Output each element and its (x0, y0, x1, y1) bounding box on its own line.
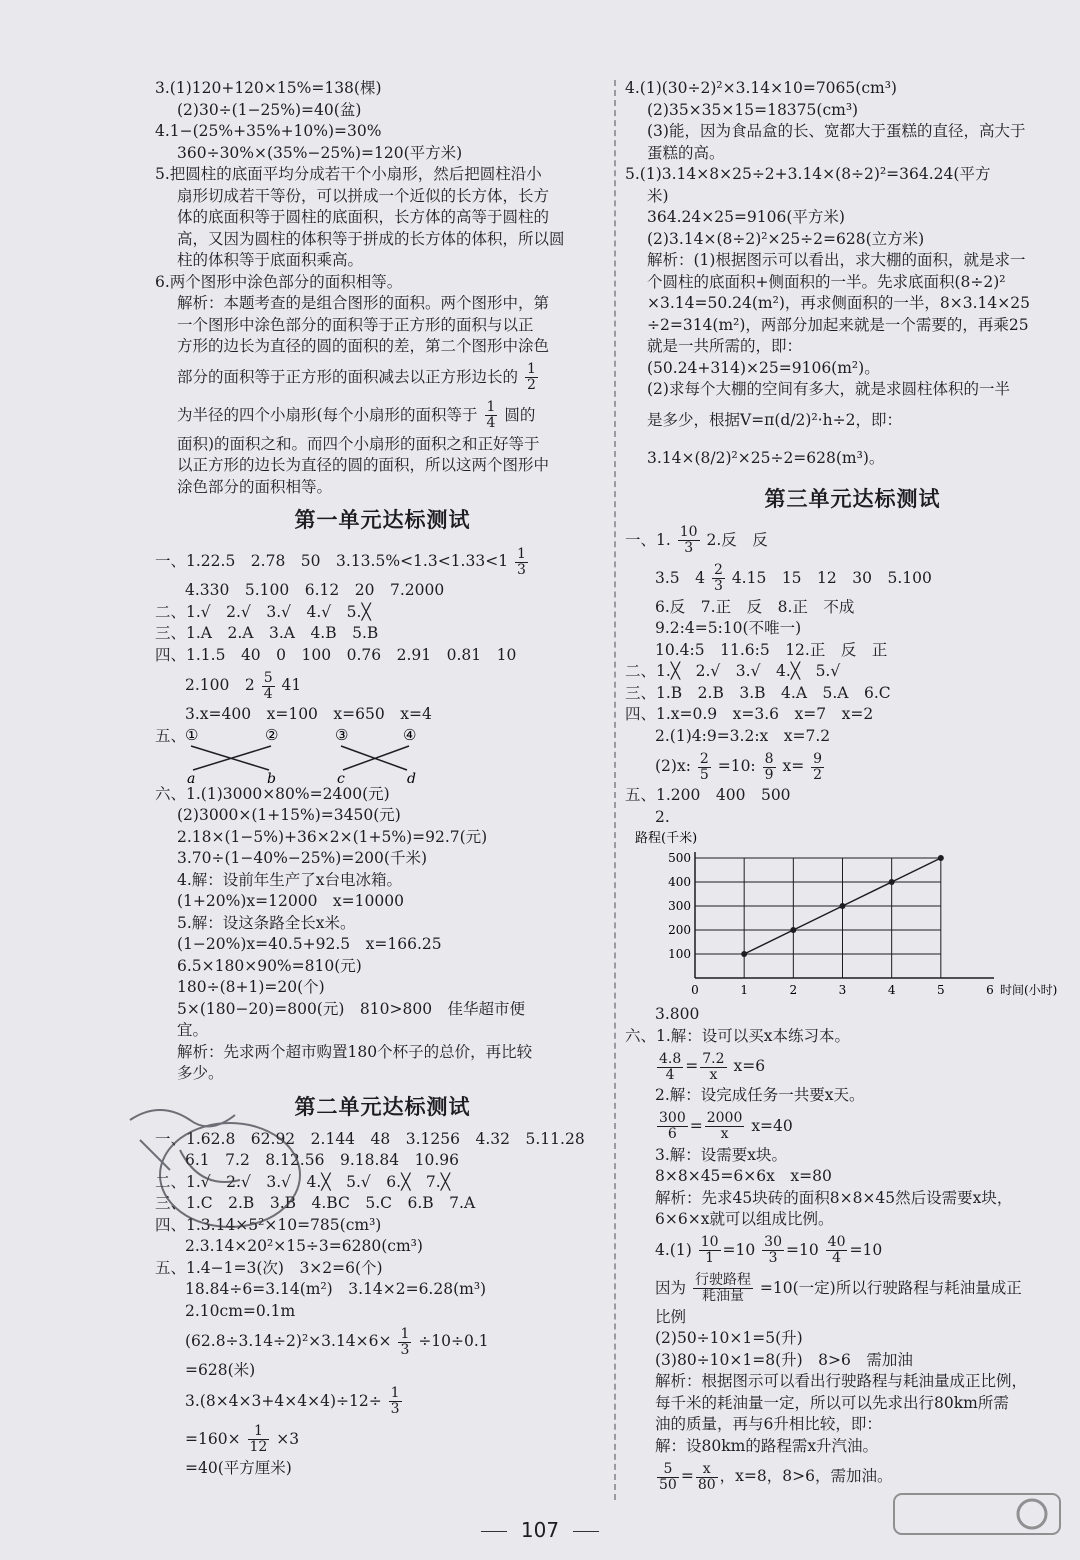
fraction: $\frac{\text{行驶路程}}{\text{耗油量}}$ (694, 1272, 751, 1304)
fraction: $\frac{40}{4}$ (827, 1234, 846, 1266)
fraction: $\frac{1}{4}$ (486, 399, 496, 431)
x-tick-label: 1 (740, 983, 748, 997)
analysis-line: 是多少，根据V=π(d/2)²·h÷2，即： (647, 410, 902, 429)
answer-line: 高，又因为圆柱的体积等于拼成的长方体的体积，所以圆 (177, 229, 565, 248)
analysis-line: 解析：(1)根据图示可以看出，求大棚的面积，就是求一 (647, 251, 1026, 269)
analysis-line: (50.24+314)×25=9106(m²)。 (647, 358, 880, 377)
analysis-line: 面积)的面积之和。而四个小扇形的面积之和正好等于 (177, 434, 540, 453)
analysis-line: 多少。 (177, 1064, 224, 1082)
fraction: $\frac{9}{2}$ (813, 750, 823, 783)
fraction: $\frac{10}{1}$ (700, 1234, 719, 1266)
fraction: $\frac{1}{2}$ (526, 361, 536, 393)
y-tick-label: 300 (668, 899, 691, 913)
answer-line: 5.(1)3.14×8×25÷2+3.14×(8÷2)²=364.24(平方 (625, 165, 991, 183)
answer-line: 2.100 2 $\frac{5}{4}$ 41 (185, 669, 302, 702)
answer-line: $\frac{4.8}{4}$ = $\frac{7.2}{x}$ x=6 (659, 1050, 766, 1083)
analysis-line: 方形的边长为直径的圆的面积的差，第二个图形中涂色 (177, 337, 550, 355)
fraction: $\frac{5}{4}$ (263, 669, 273, 702)
answer-line: 体的底面积等于圆柱的底面积，长方体的高等于圆柱的 (177, 208, 550, 226)
answer-line: 三、1.C 2.B 3.B 4.BC 5.C 6.B 7.A (155, 1194, 476, 1212)
distance-time-chart (635, 828, 1080, 1004)
section-title-unit1: 第一单元达标测试 (294, 508, 471, 532)
answer-line: 柱的体积等于底面积乘高。 (177, 251, 364, 269)
analysis-line: 解析：本题考查的是组合图形的面积。两个图形中，第 (177, 294, 550, 312)
answer-line: 4.解：设前年生产了x台电冰箱。 (177, 870, 403, 889)
match-top-3: ③ (335, 725, 349, 744)
fraction: $\frac{4.8}{4}$ (659, 1050, 682, 1083)
analysis-line: ÷2=314(m²)，两部分加起来就是一个需要的，再乘25 (647, 315, 1029, 334)
answer-line: (2)30÷(1−25%)=40(盆) (177, 100, 362, 119)
analysis-line: 解析：先求两个超市购置180个杯子的总价，再比较 (177, 1042, 533, 1061)
answer-line: 2.10cm=0.1m (185, 1301, 296, 1320)
answer-line: 二、1.√ 2.√ 3.√ 4.╳ 5.√ 6.╳ 7.╳ (155, 1172, 451, 1191)
data-point (889, 879, 895, 885)
answer-line: 6.两个图形中涂色部分的面积相等。 (155, 272, 403, 291)
analysis-line: 解：设80km的路程需x升汽油。 (655, 1436, 879, 1455)
section-title-unit2: 第二单元达标测试 (294, 1094, 471, 1119)
fraction: $\frac{300}{6}$ (659, 1110, 686, 1142)
match-top-1: ① (185, 725, 199, 744)
answer-line: 6.反 7.正 反 8.正 不成 (655, 597, 855, 616)
y-tick-label: 400 (668, 875, 691, 889)
fraction: $\frac{8}{9}$ (764, 750, 774, 783)
answer-line: 5.解：设这条路全长x米。 (177, 913, 356, 932)
answer-line: 18.84÷6=3.14(m²) 3.14×2=6.28(m³) (185, 1280, 487, 1298)
answer-line: 6.5×180×90%=810(元) (177, 956, 362, 975)
answer-line: 三、1.B 2.B 3.B 4.A 5.A 6.C (625, 683, 891, 702)
answer-line: (2)3000×(1+15%)=3450(元) (177, 806, 401, 824)
answer-line: (3)能，因为食品盒的长、宽都大于蛋糕的直径，高大于 (647, 122, 1026, 140)
y-tick-label: 500 (668, 851, 691, 865)
fraction: $\frac{2}{3}$ (713, 562, 723, 594)
match-bottom-d: d (407, 770, 416, 787)
analysis-line: 一个图形中涂色部分的面积等于正方形的面积与以正 (177, 315, 534, 334)
answer-line: (2)3.14×(8÷2)²×25÷2=628(立方米) (647, 229, 925, 248)
x-tick-label: 0 (691, 983, 699, 997)
fraction: $\frac{1}{3}$ (517, 545, 526, 578)
answer-line: 2. (655, 807, 670, 826)
answer-line: 9.2:4=5:10(不唯一) (655, 619, 802, 637)
answer-line: (2)35×35×15=18375(cm³) (647, 100, 859, 119)
answer-line: (1+20%)x=12000 x=10000 (177, 892, 404, 910)
answer-line: 10.4:5 11.6:5 12.正 反 正 (655, 640, 888, 659)
answer-line: 3.(1)120+120×15%=138(棵) (155, 79, 382, 97)
section-title-unit3: 第三单元达标测试 (764, 486, 941, 511)
answer-line: 6.1 7.2 8.12.56 9.18.84 10.96 (185, 1151, 459, 1169)
analysis-line: 每千米的耗油量一定，所以可以先求出行80km所需 (655, 1393, 1009, 1412)
answer-line: 比例 (655, 1307, 687, 1326)
fraction: $\frac{7.2}{x}$ (702, 1050, 725, 1083)
answer-line: (2)x: $\frac{2}{5}$ =10: $\frac{8}{9}$ x= $\frac{9}{2}$ (655, 750, 823, 783)
fraction: $\frac{2000}{x}$ (706, 1110, 743, 1142)
answer-line: $\frac{5}{50}$ = $\frac{x}{80}$ ，x=8，8>6，需加油。 (659, 1460, 893, 1493)
right-column (625, 78, 1080, 1495)
answer-line: 4.330 5.100 6.12 20 7.2000 (185, 581, 445, 599)
answer-line: 4.(1) $\frac{10}{1}$ =10 $\frac{30}{3}$ =10 $\frac{40}{4}$ =10 (655, 1234, 883, 1266)
answer-line: 2.18×(1−5%)+36×2×(1+5%)=92.7(元) (177, 827, 488, 846)
analysis-line: 就是一共所需的，即： (647, 337, 803, 355)
answer-line: 2.解：设完成任务一共要x天。 (655, 1086, 865, 1104)
answer-line: 8×8×45=6×6x x=80 (655, 1167, 832, 1185)
y-tick-label: 200 (668, 923, 691, 937)
matching-diagram: 五、 ① ② ③ ④ a b c d (155, 726, 610, 784)
answer-line: 五、1.200 400 500 (625, 786, 791, 804)
answer-line: 3.(8×4×3+4×4×4)÷12÷ $\frac{1}{3}$ (185, 1385, 400, 1417)
analysis-line: 部分的面积等于正方形的面积减去以正方形边长的 $\frac{1}{2}$ (177, 361, 536, 393)
answer-line: (3)80÷10×1=8(升) 8>6 需加油 (655, 1350, 913, 1369)
left-column (155, 78, 610, 1479)
answer-line: 3.x=400 x=100 x=650 x=4 (185, 705, 432, 723)
analysis-line: 油的质量，再与6升相比较，即： (655, 1415, 882, 1433)
answer-line: (1−20%)x=40.5+92.5 x=166.25 (177, 935, 442, 953)
answer-line: =40(平方厘米) (185, 1458, 292, 1477)
answer-line: 一、1.62.8 62.92 2.144 48 3.1256 4.32 5.11.28 (155, 1129, 585, 1148)
answer-line: 宜。 (177, 1021, 209, 1039)
answer-line: 3.70÷(1−40%−25%)=200(千米) (177, 849, 427, 867)
data-point (790, 927, 796, 933)
answer-line: 一、1.22.5 2.78 50 3.13.5%<1.3<1.33<1 $\frac{1}{3}$ (155, 545, 526, 578)
x-tick-label: 3 (838, 983, 847, 997)
answer-line: (2)50÷10×1=5(升) (655, 1329, 803, 1347)
analysis-line: 涂色部分的面积相等。 (177, 477, 333, 496)
answer-line: 360÷30%×(35%−25%)=120(平方米) (177, 143, 463, 162)
data-point (840, 903, 846, 909)
answer-line: 扇形切成若干等份，可以拼成一个近似的长方体，长方 (177, 186, 550, 205)
analysis-line: ×3.14=50.24(m²)，再求侧面积的一半，8×3.14×25 (647, 294, 1030, 312)
x-tick-label: 6 (986, 983, 994, 997)
chart-ylabel: 路程(千米) (635, 831, 698, 846)
chart-xlabel: 时间(小时) (1000, 983, 1058, 997)
data-point (938, 855, 944, 861)
analysis-line: 解析：根据图示可以看出行驶路程与耗油量成正比例， (655, 1372, 1028, 1390)
x-tick-label: 2 (789, 983, 798, 997)
answer-line: 3.5 4 $\frac{2}{3}$ 4.15 15 12 30 5.100 (655, 562, 932, 594)
answer-line: 4.1−(25%+35%+10%)=30% (155, 122, 382, 140)
answer-line: 蛋糕的高。 (647, 143, 725, 162)
answer-line: 四、1.3.14×5²×10=785(cm³) (155, 1215, 382, 1234)
answer-line: 3.800 (655, 1005, 700, 1023)
column-divider (614, 80, 616, 1500)
answer-line: =160× $\frac{1}{12}$ ×3 (185, 1423, 300, 1455)
answer-line: $\frac{300}{6}$ = $\frac{2000}{x}$ x=40 (659, 1110, 793, 1142)
x-tick-label: 5 (937, 983, 945, 997)
answer-line: 364.24×25=9106(平方米) (647, 208, 845, 226)
answer-line: 四、1.1.5 40 0 100 0.76 2.91 0.81 10 (155, 645, 517, 664)
match-bottom-a: a (187, 770, 196, 787)
answer-line: 二、1.╳ 2.√ 3.√ 4.╳ 5.√ (625, 662, 841, 680)
answer-line: 六、1.解：设可以买x本练习本。 (625, 1026, 851, 1045)
answer-line: 3.解：设需要x块。 (655, 1145, 788, 1164)
data-point (741, 951, 747, 957)
fraction: $\frac{5}{50}$ (659, 1460, 677, 1493)
answer-line: 二、1.√ 2.√ 3.√ 4.√ 5.╳ (155, 602, 371, 621)
handwritten-stamp-icon (120, 1080, 320, 1250)
answer-line: 四、1.x=0.9 x=3.6 x=7 x=2 (625, 705, 874, 723)
analysis-line: 为半径的四个小扇形(每个小扇形的面积等于 $\frac{1}{4}$ 圆的 (177, 399, 536, 431)
fraction: $\frac{2}{5}$ (699, 750, 709, 783)
answer-line: 三、1.A 2.A 3.A 4.B 5.B (155, 624, 379, 642)
answer-line: 六、1.(1)3000×80%=2400(元) (155, 784, 390, 803)
analysis-line: 3.14×(8/2)²×25÷2=628(m³)。 (647, 448, 885, 467)
answer-line: 米) (647, 186, 669, 205)
fraction: $\frac{1}{3}$ (390, 1385, 400, 1417)
fraction: $\frac{x}{80}$ (697, 1460, 716, 1493)
x-tick-label: 4 (887, 983, 896, 997)
answer-line: 5×(180−20)=800(元) 810>800 佳华超市便 (177, 999, 526, 1018)
answer-line: 2.(1)4:9=3.2:x x=7.2 (655, 726, 831, 745)
fraction: $\frac{30}{3}$ (764, 1234, 782, 1266)
answer-line: (62.8÷3.14÷2)²×3.14×6× $\frac{1}{3}$ ÷10÷0.1 (185, 1325, 489, 1358)
answer-line: 2.3.14×20²×15÷3=6280(cm³) (185, 1237, 423, 1255)
analysis-line: 解析：先求45块砖的面积8×8×45然后设需要x块， (655, 1188, 1013, 1207)
analysis-line: 6×6×x就可以组成比例。 (655, 1210, 834, 1228)
match-bottom-c: c (337, 770, 345, 787)
answer-line: 5.把圆柱的底面平均分成若干个小扇形，然后把圆柱沿小 (155, 165, 542, 183)
match-top-2: ② (265, 725, 279, 744)
fraction: $\frac{1}{12}$ (249, 1423, 268, 1455)
analysis-line: 以正方形的边长为直径的圆的面积，所以这两个图形中 (177, 456, 550, 474)
page-number: 107 (0, 1518, 1080, 1542)
answer-line: 因为 $\frac{\text{行驶路程}}{\text{耗油量}}$ =10(一定)所以行驶路程与耗油量成正 (655, 1272, 1022, 1304)
answer-line: =628(米) (185, 1361, 256, 1379)
fraction: $\frac{1}{3}$ (400, 1325, 410, 1358)
analysis-line: (2)求每个大棚的空间有多大，就是求圆柱体积的一半 (647, 380, 1010, 398)
fraction: $\frac{10}{3}$ (679, 524, 698, 556)
answer-line: 五、1.4−1=3(次) 3×2=6(个) (155, 1258, 383, 1277)
line-chart-svg (635, 828, 1058, 1000)
matching-lines (175, 725, 435, 787)
answer-line: 180÷(8+1)=20(个) (177, 978, 325, 996)
analysis-line: 个圆柱的底面积+侧面积的一半。先求底面积(8÷2)² (647, 272, 1006, 291)
answer-line: 4.(1)(30÷2)²×3.14×10=7065(cm³) (625, 79, 897, 97)
y-tick-label: 100 (668, 947, 691, 961)
answer-line: 一、1. $\frac{10}{3}$ 2.反 反 (625, 524, 768, 556)
match-top-4: ④ (403, 725, 417, 744)
match-bottom-b: b (267, 770, 276, 787)
